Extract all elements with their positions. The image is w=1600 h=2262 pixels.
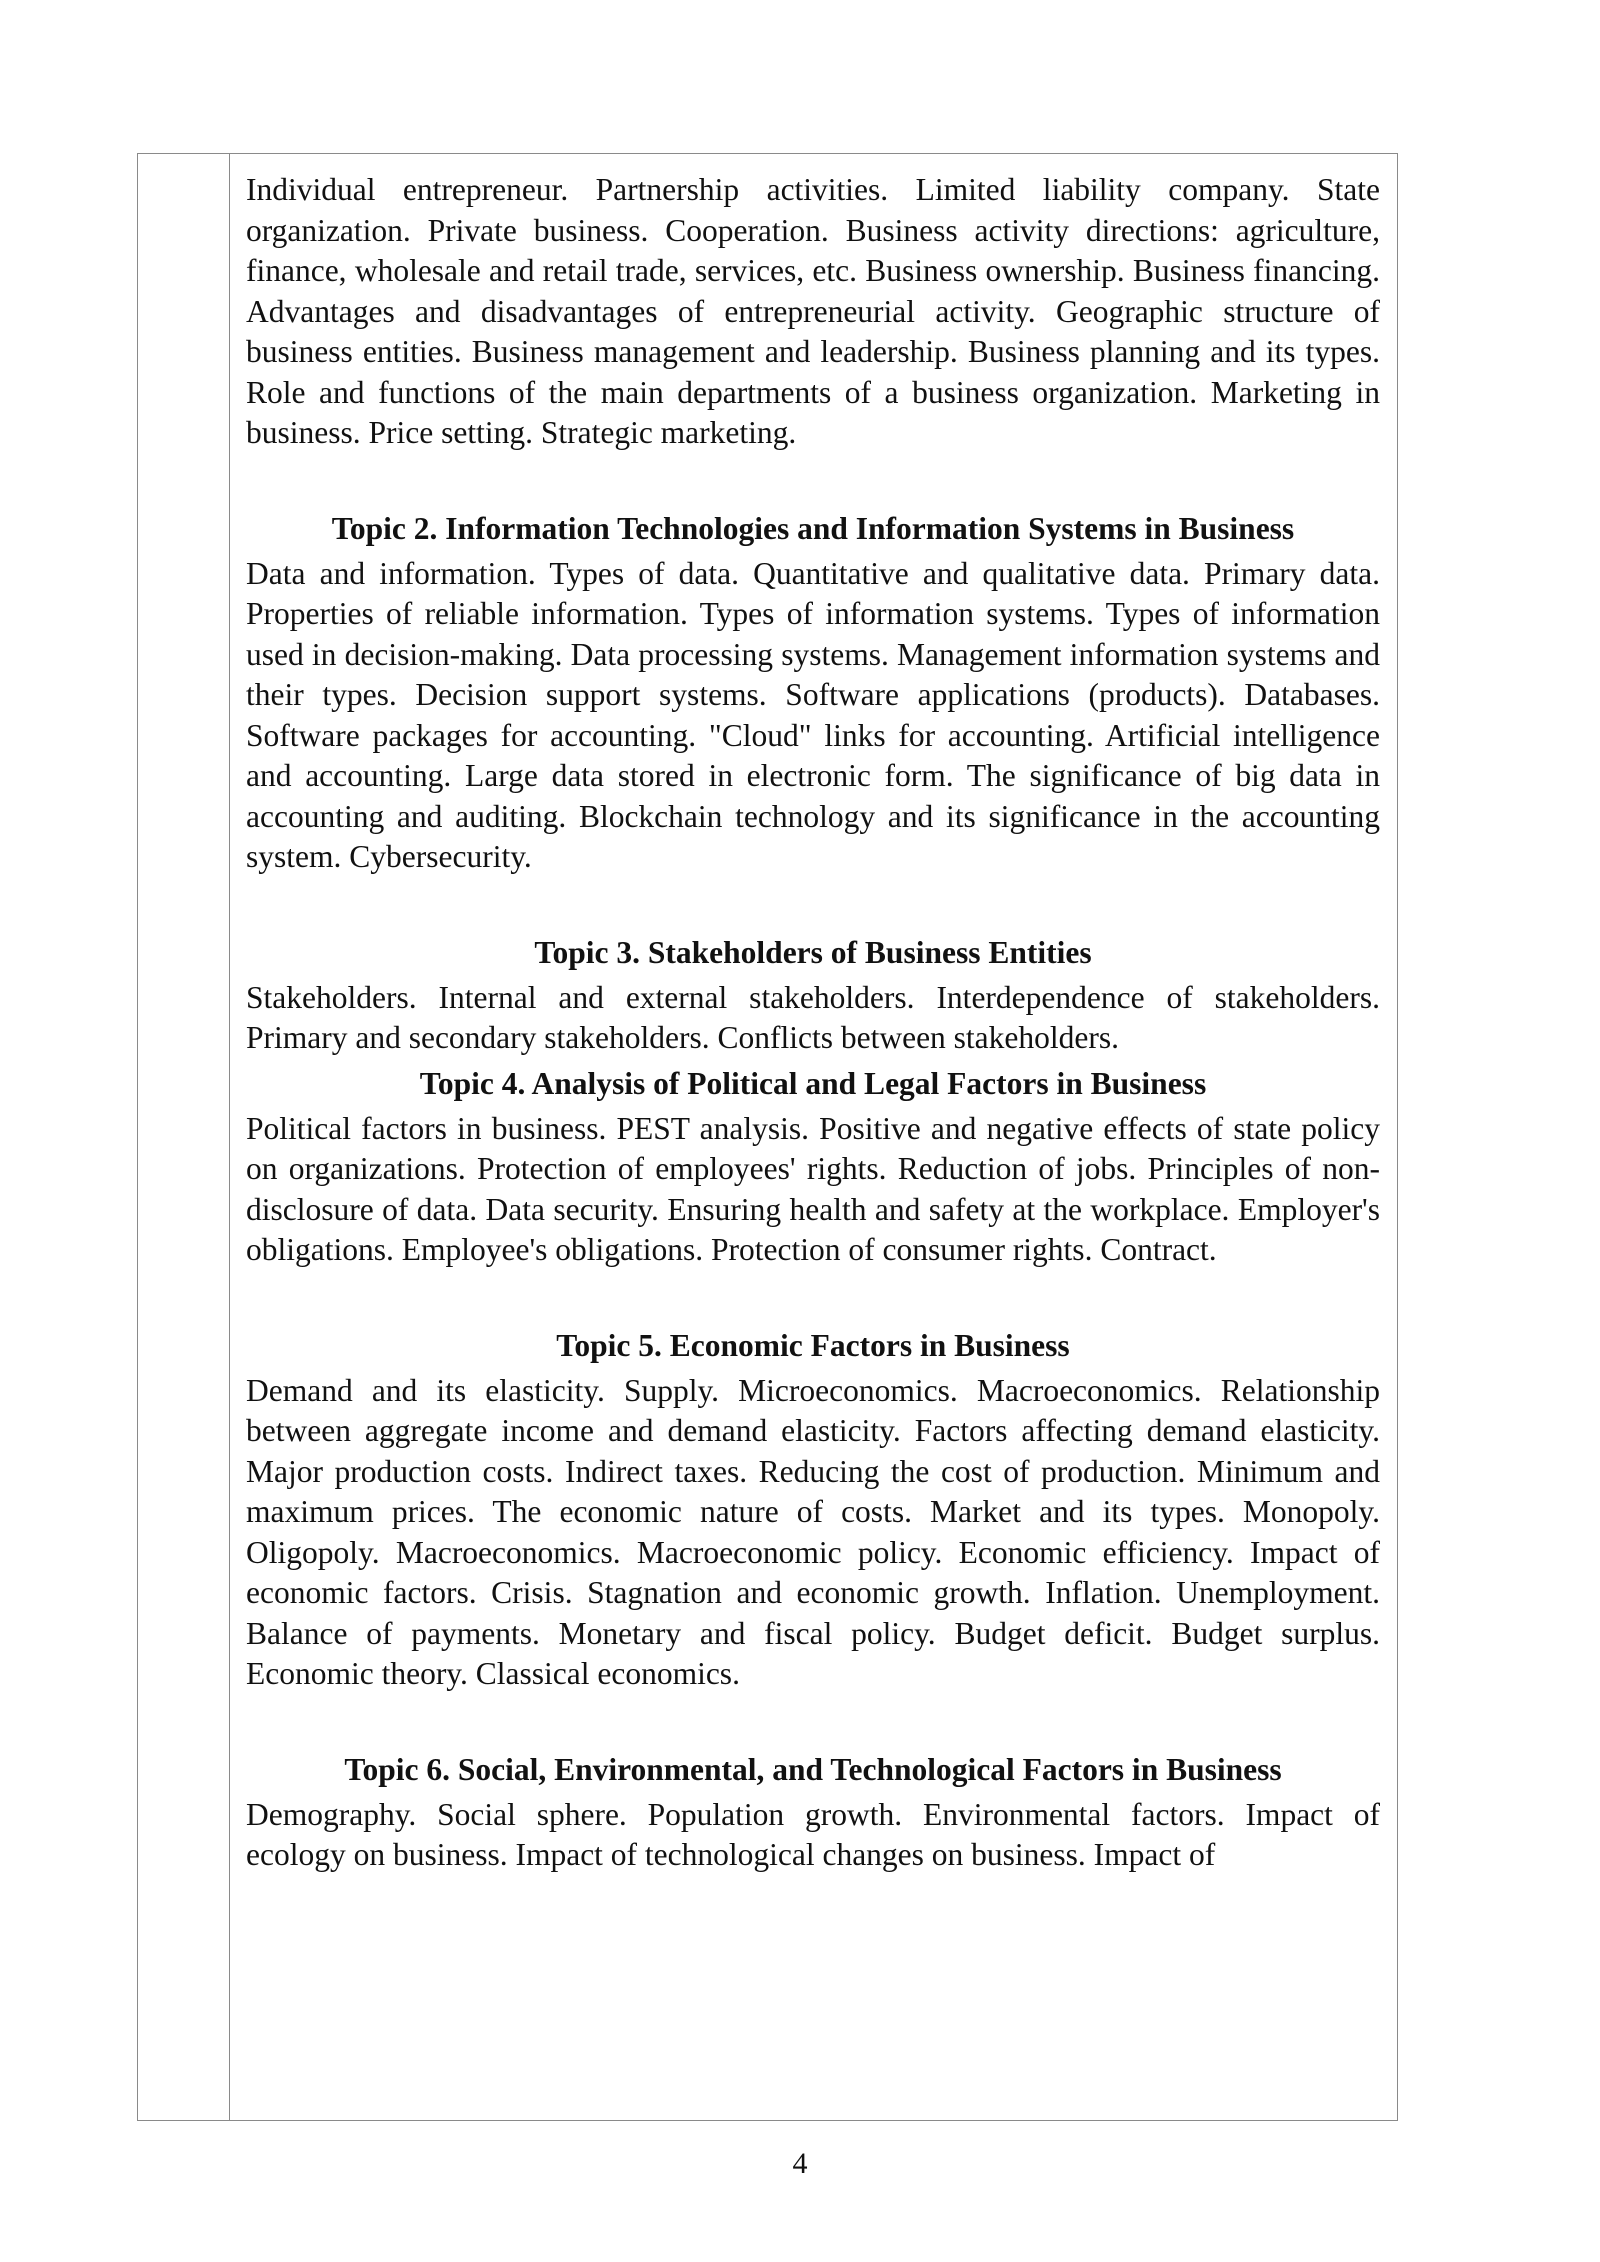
topic-4-title: Topic 4. Analysis of Political and Legal Factors in Business — [419, 1065, 1207, 1101]
topic-4-body: Political factors in business. PEST analysis. Positive and negative effects of state policy on organizations. Protection of employees' rights. Reduction of jobs. Principles of non-disclosure of data. Data security. Ensuring health and safety at the workplace. Employer's obligations. Employee's obligations. Protection of consumer rights. Contract. — [246, 1110, 1380, 1267]
topic-3-body: Stakeholders. Internal and external stakeholders. Interdependence of stakeholders. Primary and secondary stakeholders. Conflicts between stakeholders. — [246, 979, 1380, 1055]
table-content-cell — [246, 170, 1380, 1876]
table-column-divider — [229, 153, 230, 2121]
topic-2-body: Data and information. Types of data. Quantitative and qualitative data. Primary data. Properties of reliable information. Types of information systems. Types of information used in decision-making. Data processing systems. Management information systems and their types. Decision support systems. Software applications (products). Databases. Software packages for accounting. "Cloud" links for accounting. Artificial intelligence and accounting. Large data stored in electronic form. The significance of big data in accounting and auditing. Blockchain technology and its significance in the accounting system. Cybersecurity. — [246, 555, 1380, 874]
page-number: 4 — [792, 2147, 808, 2180]
topic-3-title: Topic 3. Stakeholders of Business Entities — [534, 934, 1092, 970]
intro-paragraph: Individual entrepreneur. Partnership activities. Limited liability company. State organization. Private business. Cooperation. Business activity directions: agriculture, finance, wholesale and retail trade, services, etc. Business ownership. Business financing. Advantages and disadvantages of entrepreneurial activity. Geographic structure of business entities. Business management and leadership. Business planning and its types. Role and functions of the main departments of a business organization. Marketing in business. Price setting. Strategic marketing. — [246, 172, 1380, 450]
topic-6-title: Topic 6. Social, Environmental, and Technological Factors in Business — [344, 1751, 1282, 1787]
topic-2-title: Topic 2. Information Technologies and Information Systems in Business — [331, 510, 1295, 546]
topic-6-body: Demography. Social sphere. Population growth. Environmental factors. Impact of ecology on business. Impact of technological changes on business. Impact of — [246, 1796, 1380, 1872]
topic-5-body: Demand and its elasticity. Supply. Microeconomics. Macroeconomics. Relationship between aggregate income and demand elasticity. Factors affecting demand elasticity. Major production costs. Indirect taxes. Reducing the cost of production. Minimum and maximum prices. The economic nature of costs. Market and its types. Monopoly. Oligopoly. Macroeconomics. Macroeconomic policy. Economic efficiency. Impact of economic factors. Crisis. Stagnation and economic growth. Inflation. Unemployment. Balance of payments. Monetary and fiscal policy. Budget deficit. Budget surplus. Economic theory. Classical economics. — [246, 1372, 1380, 1691]
topic-5-title: Topic 5. Economic Factors in Business — [556, 1327, 1070, 1363]
